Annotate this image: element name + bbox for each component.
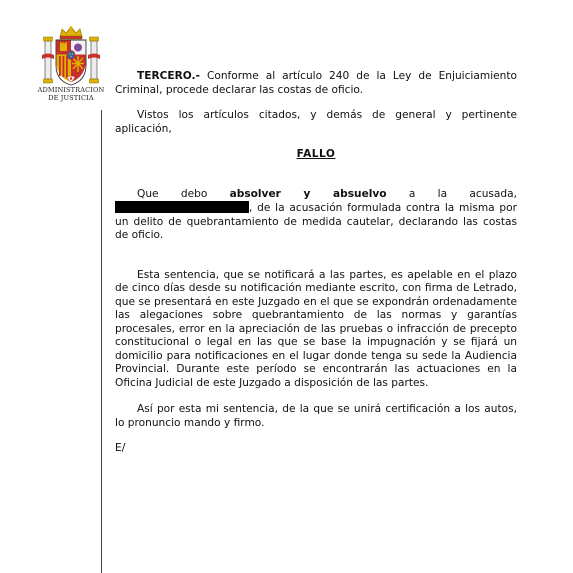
coat-of-arms-icon xyxy=(42,25,100,87)
document-body xyxy=(115,70,517,456)
absolucion-bold: absolver y absuelvo xyxy=(229,187,387,200)
absolucion-pre: Que debo xyxy=(137,187,230,200)
paragraph-vistos: Vistos los artículos citados, y demás de general y pertinente aplicación, xyxy=(115,109,517,135)
tercero-text: Conforme al artículo 240 de la Ley de Enjuiciamiento Criminal, procede declarar las costas de oficio. xyxy=(115,70,517,96)
caption-line-2: DE JUSTICIA xyxy=(48,94,94,102)
absolucion-post: , de la acusación formulada contra la misma por un delito de quebrantamiento de medida cautelar, declarando las costas de oficio. xyxy=(115,202,517,241)
redacted-name-block xyxy=(115,201,249,213)
tercero-heading: TERCERO.- xyxy=(137,70,200,82)
absolucion-mid: a la acusada, xyxy=(386,187,517,200)
closing-mark: E/ xyxy=(115,442,126,454)
margin-rule xyxy=(101,110,102,573)
paragraph-recurso: Esta sentencia, que se notificará a las partes, es apelable en el plazo de cinco días desde su notificación mediante escrito, con firma de Letrado, que se presentará en este Juzgado en el que se expondrán ordenadamente las alegaciones sobre quebrantamiento de las normas y garantías procesales, error en la apreciación de las pruebas o infracción de precepto constitucional o legal en las que se base la impugnación y se fijará un domicilio para notificaciones en el lugar donde tenga su sede la Audiencia Provincial. Durante este período se encontrarán las actuaciones en la Oficina Judicial de este Juzgado a disposición de las partes. xyxy=(115,268,517,389)
paragraph-absolucion xyxy=(115,188,517,243)
fallo-heading: FALLO xyxy=(296,148,336,160)
crest-caption xyxy=(34,86,108,102)
paragraph-firma: Así por esta mi sentencia, de la que se unirá certificación a los autos, lo pronuncio mando y firmo. xyxy=(115,403,517,429)
paragraph-tercero xyxy=(115,70,517,97)
caption-line-1: ADMINISTRACION xyxy=(37,86,105,94)
